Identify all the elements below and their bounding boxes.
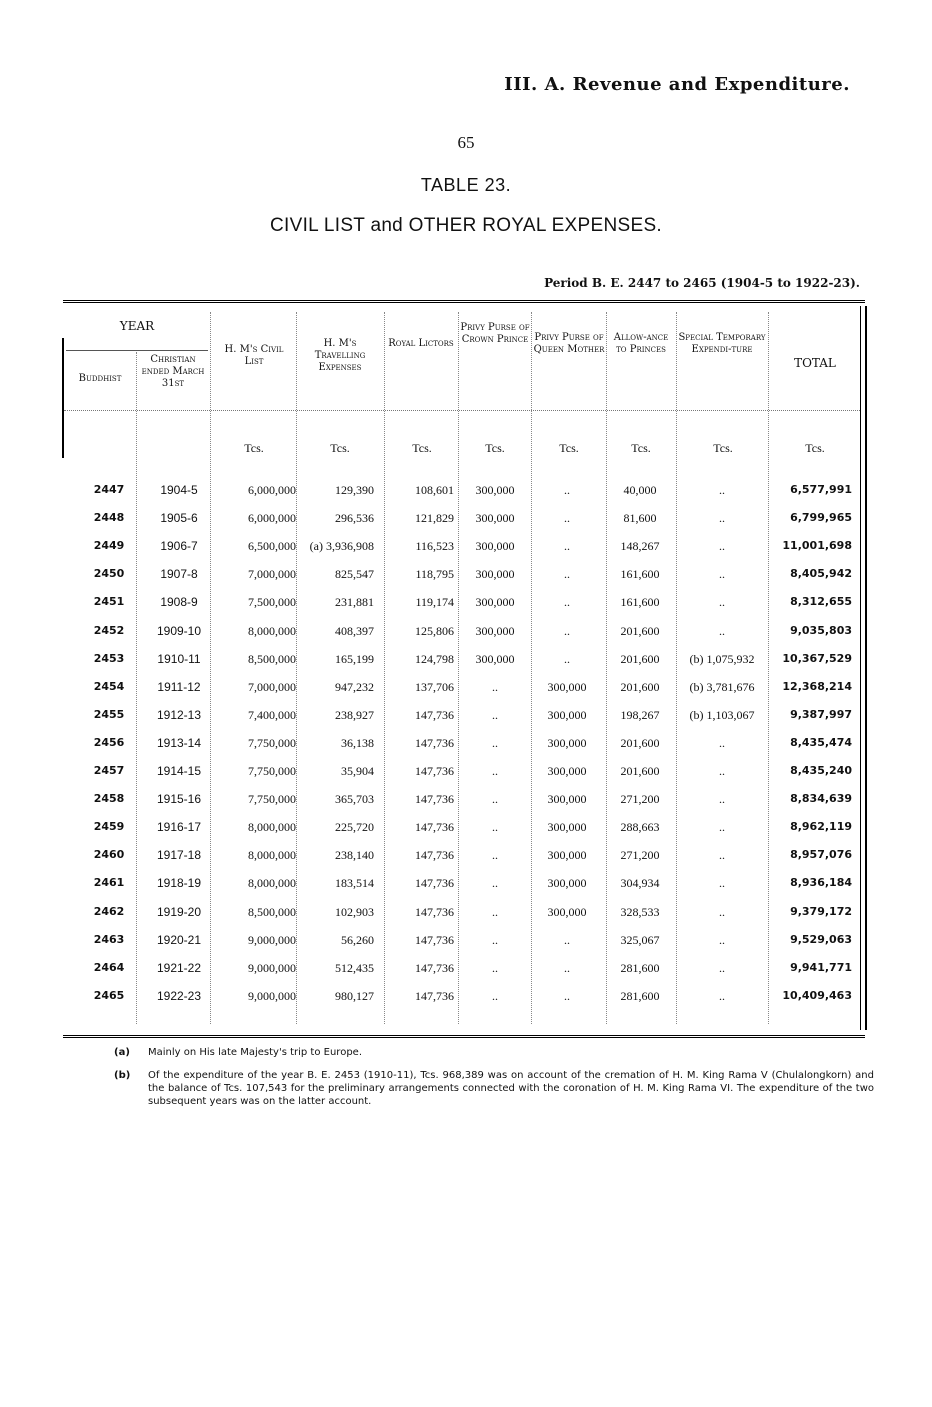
princes-allowance-cell: 304,934 [620, 876, 660, 891]
princes-allowance-cell: 201,600 [620, 764, 660, 778]
table-title: CIVIL LIST and OTHER ROYAL EXPENSES. [270, 215, 662, 236]
civil-list-cell: 7,500,000 [248, 595, 296, 610]
queen-mother-purse-cell: 300,000 [547, 848, 587, 863]
princes-allowance-cell: 281,600 [620, 960, 660, 975]
total-cell: 8,312,655 [790, 595, 852, 609]
table-row [0, 708, 932, 736]
queen-mother-purse-cell: 300,000 [547, 876, 587, 891]
header-buddhist: Buddhist [78, 373, 122, 384]
princes-allowance-cell: 288,663 [620, 820, 660, 835]
table-row [0, 876, 932, 904]
table-row [0, 624, 932, 652]
princes-allowance-cell: 325,067 [620, 932, 660, 947]
travelling-expenses-cell: 35,904 [341, 764, 374, 778]
buddhist-year-cell: 2463 [93, 932, 125, 946]
crown-prince-purse-cell: .. [492, 735, 498, 750]
table-row [0, 792, 932, 820]
table-row [0, 680, 932, 708]
christian-year-cell: 1910-11 [157, 651, 201, 666]
christian-year-cell: 1922-23 [156, 988, 202, 1003]
special-expenditure-cell: .. [719, 623, 725, 638]
travelling-expenses-cell: 408,397 [335, 623, 374, 638]
christian-year-cell: 1913-14 [156, 735, 202, 750]
buddhist-year-cell: 2458 [93, 792, 125, 806]
total-cell: 8,834,639 [790, 792, 852, 806]
footnote-text: Of the expenditure of the year B. E. 2453 (1910-11), Tcs. 968,389 was on account of the cremation of H. M. King Rama V (Chulalongkorn) and the balance of Tcs. 107,543 for the preliminary arrangements connected with the coronation of H. M. King Rama VI. The expenditure of the two subsequent years was on the latter account. [148, 1070, 874, 1107]
travelling-expenses-cell: 165,199 [335, 651, 374, 666]
civil-list-cell: 7,750,000 [248, 735, 296, 750]
royal-lictors-cell: 125,806 [415, 623, 454, 638]
queen-mother-purse-cell: .. [564, 651, 570, 666]
buddhist-year-cell: 2459 [93, 820, 125, 834]
christian-year-cell: 1907-8 [160, 567, 198, 582]
travelling-expenses-cell: 238,927 [335, 707, 374, 722]
crown-prince-purse-cell: 300,000 [475, 483, 515, 497]
special-expenditure-cell: .. [719, 483, 725, 497]
travelling-expenses-cell: 365,703 [335, 792, 374, 807]
crown-prince-purse-cell: .. [492, 792, 498, 807]
travelling-expenses-cell: 825,547 [335, 567, 374, 582]
royal-lictors-cell: 147,736 [415, 932, 454, 947]
header-travelling: H. M's Travelling Expenses [314, 338, 366, 373]
travelling-expenses-cell: 183,514 [335, 876, 374, 891]
table-row [0, 764, 932, 792]
princes-allowance-cell: 81,600 [623, 511, 657, 526]
queen-mother-purse-cell: .. [564, 988, 570, 1003]
special-expenditure-cell: .. [719, 960, 725, 975]
unit-label: Tcs. [485, 441, 505, 455]
total-cell: 9,387,997 [790, 707, 852, 721]
queen-mother-purse-cell: .. [564, 539, 570, 554]
royal-lictors-cell: 147,736 [415, 848, 454, 863]
buddhist-year-cell: 2454 [93, 679, 125, 693]
christian-year-cell: 1921-22 [156, 960, 202, 975]
christian-year-cell: 1909-10 [156, 623, 202, 638]
princes-allowance-cell: 148,267 [620, 539, 660, 554]
header-total: TOTAL [794, 356, 836, 370]
buddhist-year-cell: 2460 [93, 848, 125, 862]
travelling-expenses-cell: 36,138 [341, 735, 374, 750]
princes-allowance-cell: 201,600 [620, 735, 660, 750]
total-cell: 8,435,474 [790, 735, 852, 749]
header-special: Special Temporary Expendi-ture [678, 332, 766, 355]
table-row [0, 933, 932, 961]
total-cell: 9,529,063 [790, 932, 852, 946]
buddhist-year-cell: 2453 [93, 651, 125, 665]
buddhist-year-cell: 2465 [93, 988, 125, 1002]
civil-list-cell: 8,000,000 [248, 848, 296, 863]
civil-list-cell: 7,400,000 [248, 707, 296, 722]
buddhist-year-cell: 2450 [93, 567, 125, 581]
unit-label: Tcs. [244, 441, 264, 455]
princes-allowance-cell: 201,600 [620, 679, 660, 694]
royal-lictors-cell: 118,795 [415, 567, 454, 582]
table-row [0, 989, 932, 1017]
princes-allowance-cell: 281,600 [620, 988, 660, 1003]
crown-prince-purse-cell: .. [492, 707, 498, 722]
special-expenditure-cell: .. [719, 595, 725, 610]
table-left-rule [62, 338, 64, 458]
civil-list-cell: 8,000,000 [248, 820, 296, 835]
royal-lictors-cell: 147,736 [415, 764, 454, 778]
royal-lictors-cell: 147,736 [415, 876, 454, 891]
footnote [114, 1046, 874, 1059]
princes-allowance-cell: 161,600 [620, 567, 660, 582]
travelling-expenses-cell: 102,903 [335, 904, 374, 919]
header-crown-prince: Privy Purse of Crown Prince [460, 322, 530, 345]
royal-lictors-cell: 124,798 [415, 651, 454, 666]
buddhist-year-cell: 2447 [93, 483, 125, 496]
footnote-mark: (a) [114, 1047, 130, 1058]
total-cell: 6,577,991 [790, 483, 852, 496]
header-lictors: Royal Lictors [388, 338, 454, 349]
table-row [0, 567, 932, 595]
table-row [0, 848, 932, 876]
section-heading: III. A. Revenue and Expenditure. [504, 74, 850, 95]
header-year: YEAR [119, 319, 155, 333]
princes-allowance-cell: 201,600 [620, 651, 660, 666]
queen-mother-purse-cell: .. [564, 595, 570, 610]
buddhist-year-cell: 2455 [93, 707, 125, 721]
total-cell: 8,962,119 [790, 820, 852, 834]
total-cell: 8,435,240 [790, 764, 852, 777]
queen-mother-purse-cell: 300,000 [547, 904, 587, 919]
crown-prince-purse-cell: 300,000 [475, 623, 515, 638]
crown-prince-purse-cell: .. [492, 764, 498, 778]
christian-year-cell: 1917-18 [156, 848, 202, 863]
special-expenditure-cell: .. [719, 735, 725, 750]
total-cell: 9,035,803 [790, 623, 852, 637]
special-expenditure-cell: .. [719, 820, 725, 835]
buddhist-year-cell: 2461 [93, 876, 125, 890]
total-cell: 8,936,184 [790, 876, 852, 890]
unit-label: Tcs. [631, 441, 651, 455]
buddhist-year-cell: 2457 [93, 764, 125, 777]
queen-mother-purse-cell: 300,000 [547, 792, 587, 807]
table-row [0, 652, 932, 680]
civil-list-cell: 7,750,000 [248, 764, 296, 778]
queen-mother-purse-cell: 300,000 [547, 707, 587, 722]
unit-label: Tcs. [330, 441, 350, 455]
total-cell: 6,799,965 [790, 511, 852, 525]
crown-prince-purse-cell: 300,000 [475, 539, 515, 554]
travelling-expenses-cell: 56,260 [341, 932, 374, 947]
crown-prince-purse-cell: .. [492, 679, 498, 694]
total-cell: 12,368,214 [782, 679, 852, 693]
crown-prince-purse-cell: 300,000 [475, 651, 515, 666]
christian-year-cell: 1919-20 [156, 904, 202, 919]
special-expenditure-cell: .. [719, 511, 725, 526]
total-cell: 10,367,529 [782, 651, 852, 665]
crown-prince-purse-cell: .. [492, 960, 498, 975]
queen-mother-purse-cell: .. [564, 960, 570, 975]
queen-mother-purse-cell: 300,000 [547, 820, 587, 835]
royal-lictors-cell: 147,736 [415, 988, 454, 1003]
queen-mother-purse-cell: .. [564, 932, 570, 947]
table-number: TABLE 23. [420, 175, 512, 195]
unit-label: Tcs. [412, 441, 432, 455]
unit-label: Tcs. [713, 441, 733, 455]
crown-prince-purse-cell: .. [492, 876, 498, 891]
special-expenditure-cell: .. [719, 792, 725, 807]
travelling-expenses-cell: 947,232 [335, 679, 374, 694]
total-cell: 9,379,172 [790, 904, 852, 918]
civil-list-cell: 7,750,000 [248, 792, 296, 807]
footnote-text: Mainly on His late Majesty's trip to Europe. [148, 1047, 362, 1058]
table-row [0, 820, 932, 848]
unit-label: Tcs. [805, 441, 825, 455]
queen-mother-purse-cell: 300,000 [547, 679, 587, 694]
civil-list-cell: 6,000,000 [248, 483, 296, 497]
crown-prince-purse-cell: 300,000 [475, 595, 515, 610]
civil-list-cell: 6,500,000 [248, 539, 296, 554]
special-expenditure-cell: .. [719, 567, 725, 582]
crown-prince-purse-cell: .. [492, 820, 498, 835]
christian-year-cell: 1918-19 [156, 876, 202, 891]
royal-lictors-cell: 147,736 [415, 820, 454, 835]
princes-allowance-cell: 271,200 [620, 848, 660, 863]
royal-lictors-cell: 108,601 [415, 483, 454, 497]
travelling-expenses-cell: 980,127 [335, 988, 374, 1003]
princes-allowance-cell: 40,000 [623, 483, 657, 497]
civil-list-cell: 7,000,000 [248, 679, 296, 694]
header-queen-mother: Privy Purse of Queen Mother [533, 332, 605, 355]
civil-list-cell: 8,000,000 [248, 876, 296, 891]
crown-prince-purse-cell: .. [492, 848, 498, 863]
total-cell: 11,001,698 [782, 539, 852, 553]
table-row [0, 483, 932, 511]
footnotes [114, 1046, 874, 1118]
buddhist-year-cell: 2448 [93, 511, 125, 525]
princes-allowance-cell: 271,200 [620, 792, 660, 807]
buddhist-year-cell: 2449 [93, 539, 125, 553]
royal-lictors-cell: 147,736 [415, 792, 454, 807]
unit-label: Tcs. [559, 441, 579, 455]
travelling-expenses-cell: 225,720 [335, 820, 374, 835]
christian-year-cell: 1906-7 [160, 539, 198, 554]
period-line: Period B. E. 2447 to 2465 (1904-5 to 1922-23). [544, 276, 860, 290]
queen-mother-purse-cell: .. [564, 511, 570, 526]
civil-list-cell: 9,000,000 [248, 960, 296, 975]
queen-mother-purse-cell: .. [564, 483, 570, 497]
travelling-expenses-cell: 512,435 [335, 960, 374, 975]
royal-lictors-cell: 147,736 [415, 904, 454, 919]
table-row [0, 511, 932, 539]
christian-year-cell: 1915-16 [156, 792, 202, 807]
queen-mother-purse-cell: .. [564, 623, 570, 638]
special-expenditure-cell: (b) 1,103,067 [689, 707, 755, 722]
total-cell: 8,405,942 [790, 567, 852, 581]
royal-lictors-cell: 147,736 [415, 735, 454, 750]
civil-list-cell: 8,500,000 [248, 651, 296, 666]
header-princes: Allow-ance to Princes [613, 332, 669, 355]
year-under-rule [66, 350, 208, 351]
special-expenditure-cell: .. [719, 539, 725, 554]
royal-lictors-cell: 147,736 [415, 960, 454, 975]
queen-mother-purse-cell: 300,000 [547, 764, 587, 778]
christian-year-cell: 1916-17 [156, 820, 202, 835]
special-expenditure-cell: .. [719, 932, 725, 947]
special-expenditure-cell: .. [719, 904, 725, 919]
christian-year-cell: 1920-21 [156, 932, 202, 947]
footnote [114, 1069, 874, 1108]
crown-prince-purse-cell: 300,000 [475, 567, 515, 582]
special-expenditure-cell: (b) 1,075,932 [689, 651, 755, 666]
table-row [0, 539, 932, 567]
total-cell: 9,941,771 [790, 960, 852, 974]
header-christian: Christian ended March 31st [141, 354, 205, 389]
christian-year-cell: 1911-12 [157, 679, 201, 694]
header-civil-list: H. M's Civil List [224, 344, 284, 367]
christian-year-cell: 1904-5 [160, 483, 198, 497]
princes-allowance-cell: 328,533 [620, 904, 660, 919]
christian-year-cell: 1914-15 [156, 764, 202, 778]
civil-list-cell: 7,000,000 [248, 567, 296, 582]
princes-allowance-cell: 201,600 [620, 623, 660, 638]
special-expenditure-cell: .. [719, 988, 725, 1003]
page-number: 65 [457, 133, 475, 152]
civil-list-cell: 9,000,000 [248, 932, 296, 947]
buddhist-year-cell: 2462 [93, 904, 125, 918]
total-cell: 8,957,076 [790, 848, 852, 862]
special-expenditure-cell: .. [719, 764, 725, 778]
special-expenditure-cell: (b) 3,781,676 [689, 679, 755, 694]
special-expenditure-cell: .. [719, 876, 725, 891]
buddhist-year-cell: 2456 [93, 735, 125, 749]
total-cell: 10,409,463 [782, 988, 852, 1002]
royal-lictors-cell: 147,736 [415, 707, 454, 722]
crown-prince-purse-cell: .. [492, 904, 498, 919]
crown-prince-purse-cell: .. [492, 932, 498, 947]
travelling-expenses-cell: 238,140 [335, 848, 374, 863]
civil-list-cell: 8,500,000 [248, 904, 296, 919]
table-row [0, 905, 932, 933]
table-row [0, 961, 932, 989]
christian-year-cell: 1912-13 [156, 707, 202, 722]
civil-list-cell: 6,000,000 [248, 511, 296, 526]
table-row [0, 595, 932, 623]
princes-allowance-cell: 198,267 [620, 707, 660, 722]
special-expenditure-cell: .. [719, 848, 725, 863]
footnote-mark: (b) [114, 1070, 131, 1081]
royal-lictors-cell: 121,829 [415, 511, 454, 526]
royal-lictors-cell: 116,523 [415, 539, 454, 554]
queen-mother-purse-cell: .. [564, 567, 570, 582]
queen-mother-purse-cell: 300,000 [547, 735, 587, 750]
buddhist-year-cell: 2464 [93, 960, 125, 974]
crown-prince-purse-cell: .. [492, 988, 498, 1003]
travelling-expenses-cell: 129,390 [335, 483, 374, 497]
civil-list-cell: 8,000,000 [248, 623, 296, 638]
travelling-expenses-cell: 296,536 [335, 511, 374, 526]
christian-year-cell: 1905-6 [160, 511, 198, 526]
royal-lictors-cell: 119,174 [415, 595, 454, 610]
travelling-expenses-cell: (a) 3,936,908 [309, 539, 374, 554]
buddhist-year-cell: 2452 [93, 623, 125, 637]
travelling-expenses-cell: 231,881 [335, 595, 374, 610]
table-row [0, 736, 932, 764]
civil-list-cell: 9,000,000 [248, 988, 296, 1003]
buddhist-year-cell: 2451 [93, 595, 125, 609]
princes-allowance-cell: 161,600 [620, 595, 660, 610]
header-bottom-rule [64, 410, 860, 411]
crown-prince-purse-cell: 300,000 [475, 511, 515, 526]
royal-lictors-cell: 137,706 [415, 679, 454, 694]
christian-year-cell: 1908-9 [160, 595, 198, 610]
